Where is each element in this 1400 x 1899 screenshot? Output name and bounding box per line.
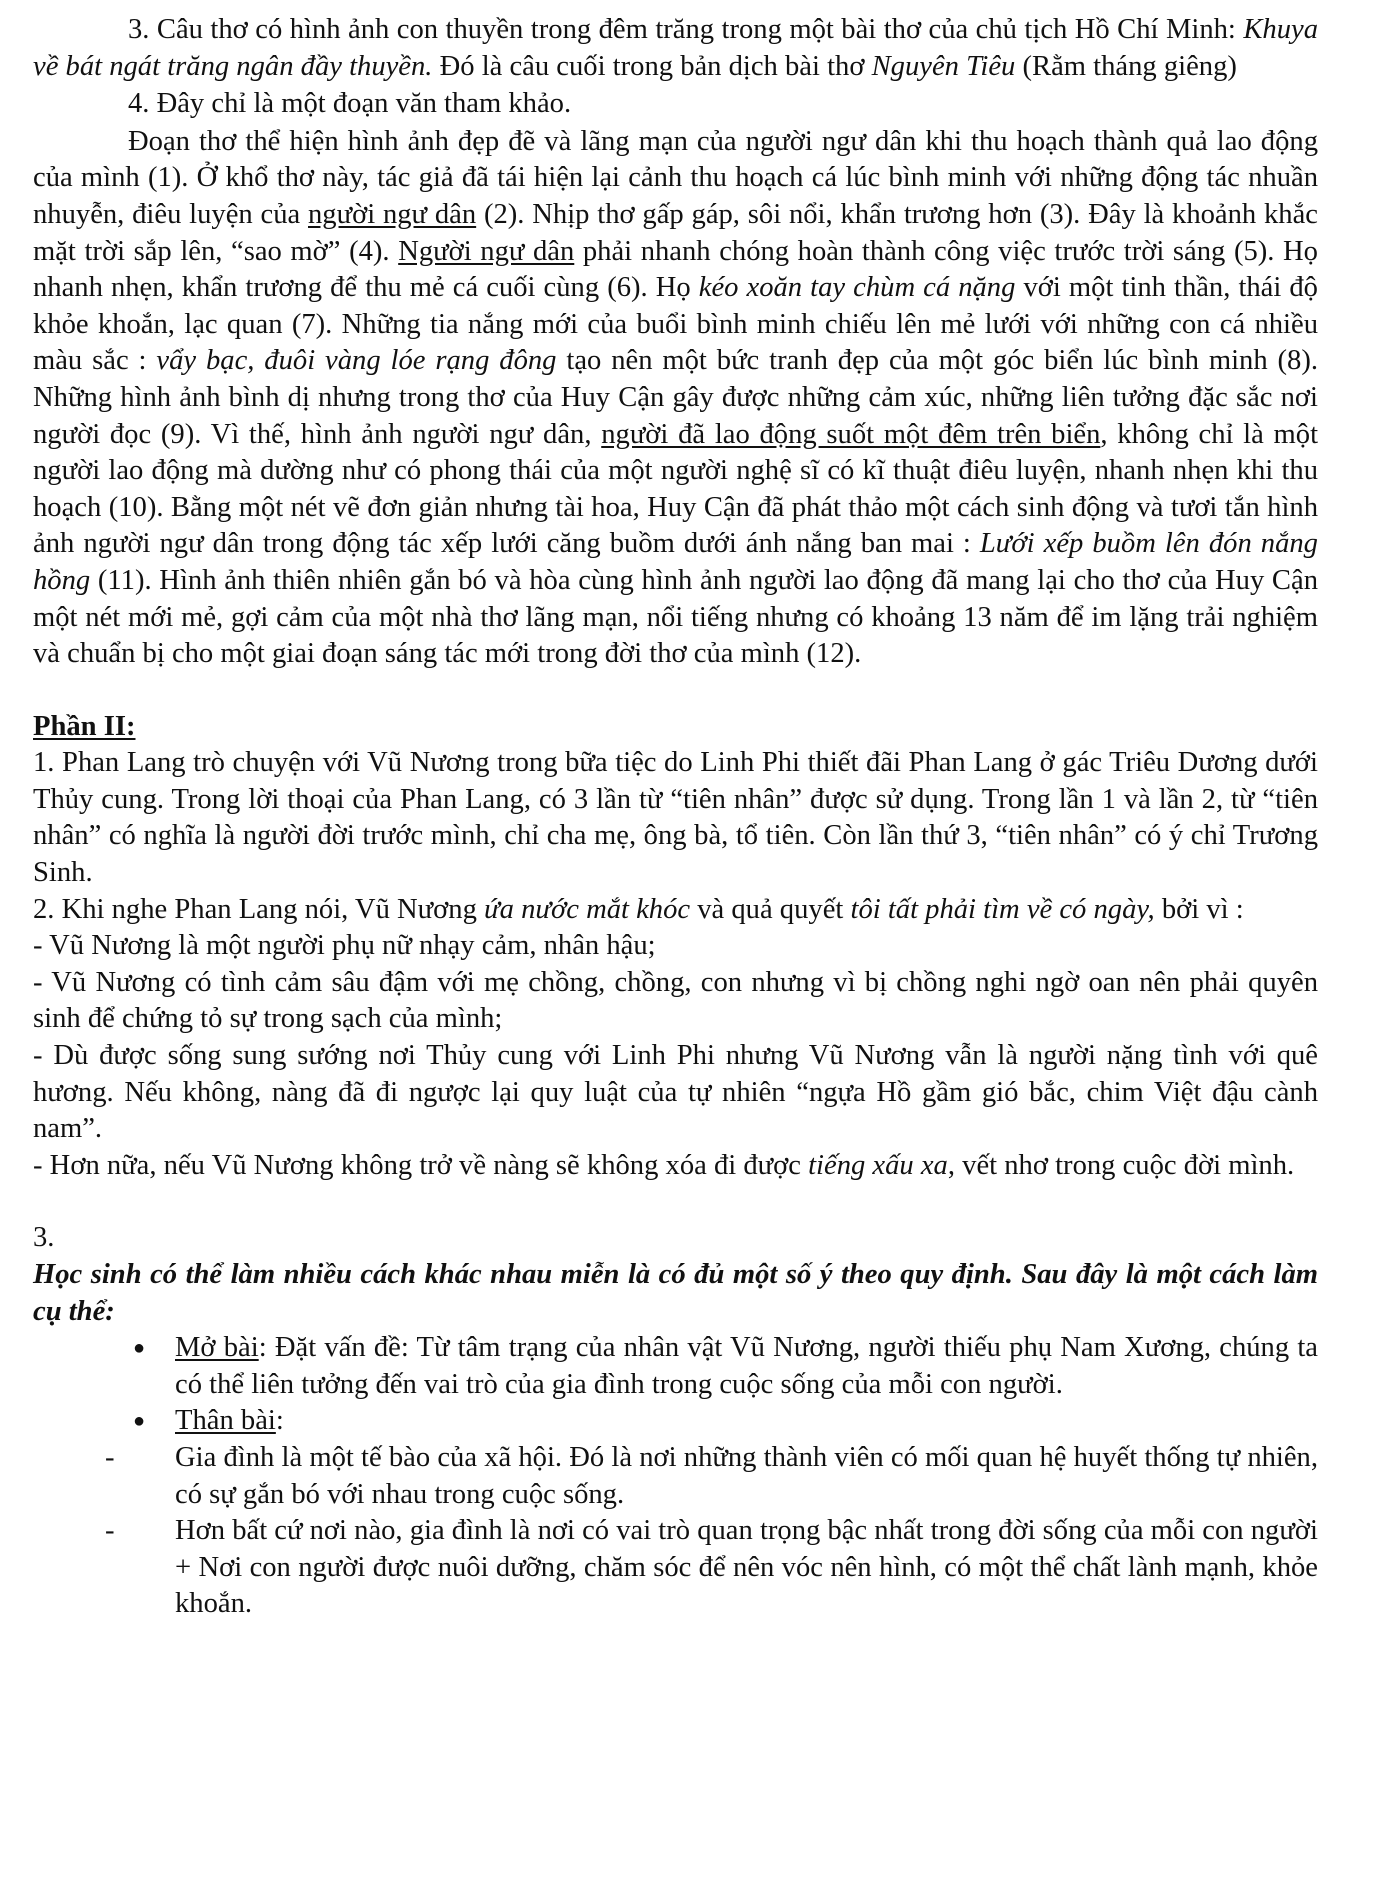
reason-item: - Vũ Nương là một người phụ nữ nhạy cảm, nhân hậu;: [33, 930, 656, 962]
body-sub-point: + Nơi con người được nuôi dưỡng, chăm sóc để nên vóc nên hình, có một thể chất lành mạnh, khỏe khoắn.: [175, 1551, 1318, 1620]
reason-item: - Vũ Nương có tình cảm sâu đậm với mẹ chồng, chồng, con nhưng vì bị chồng nghi ngờ oan nên phải quyên sinh để chứng tỏ sự trong sạch của mình;: [33, 966, 1318, 1035]
reference-paragraph: Đoạn thơ thể hiện hình ảnh đẹp đẽ và lãng mạn của người ngư dân khi thu hoạch thành quả lao động của mình (1). Ở khổ thơ này, tác giả đã tái hiện lại cảnh thu hoạch cá lúc bình minh với những động tác nhuần nhuyễn, điêu luyện của người ngư dân (2). Nhịp thơ gấp gáp, sôi nổi, khẩn trương hơn (3). Đây là khoảnh khắc mặt trời sắp lên, “sao mờ” (4). Người ngư dân phải nhanh chóng hoàn thành công việc trước trời sáng (5). Họ nhanh nhẹn, khẩn trương để thu mẻ cá cuối cùng (6). Họ kéo xoăn tay chùm cá nặng với một tinh thần, thái độ khỏe khoắn, lạc quan (7). Những tia nắng mới của buổi bình minh chiếu lên mẻ lưới với những con cá nhiều màu sắc : vẩy bạc, đuôi vàng lóe rạng đông tạo nên một bức tranh đẹp của một góc biển lúc bình minh (8). Những hình ảnh bình dị nhưng trong thơ của Huy Cận gây được những cảm xúc, những liên tưởng đặc sắc nơi người đọc (9). Vì thế, hình ảnh người ngư dân, người đã lao động suốt một đêm trên biển, không chỉ là một người lao động mà dường như có phong thái của một người nghệ sĩ có kĩ thuật điêu luyện, nhanh nhẹn khi thu hoạch (10). Bằng một nét vẽ đơn giản nhưng tài hoa, Huy Cận đã phát thảo một cách sinh động và tươi tắn hình ảnh người ngư dân trong động tác xếp lưới căng buồm dưới ánh nắng ban mai : Lưới xếp buồm lên đón nắng hồng (11). Hình ảnh thiên nhiên gắn bó và hòa cùng hình ảnh người lao động đã mang lại cho thơ của Huy Cận một nét mới mẻ, gợi cảm của một nhà thơ lãng mạn, nổi tiếng nhưng có khoảng 13 năm để im lặng trải nghiệm và chuẩn bị cho một giai đoạn sáng tác mới trong đời thơ của mình (12).: [33, 125, 1319, 670]
outline-body: ● Thân bài:: [175, 1403, 1318, 1440]
answer-item-3: 3. Câu thơ có hình ảnh con thuyền trong đêm trăng trong một bài thơ của chủ tịch Hồ Chí Minh: Khuya về bát ngát trăng ngân đầy thuyền. Đó là câu cuối trong bản dịch bài thơ Nguyên Tiêu (Rằm tháng giêng): [33, 14, 1318, 82]
poem-title: Nguyên Tiêu: [871, 50, 1016, 82]
outline-intro: ● Mở bài: Đặt vấn đề: Từ tâm trạng của nhân vật Vũ Nương, người thiếu phụ Nam Xương, chúng ta có thể liên tưởng đến vai trò của gia đình trong cuộc sống của mỗi con người.: [175, 1330, 1318, 1403]
reason-item: - Hơn nữa, nếu Vũ Nương không trở về nàng sẽ không xóa đi được tiếng xấu xa, vết nhơ trong cuộc đời mình.: [33, 1149, 1295, 1181]
part-2-question-1: 1. Phan Lang trò chuyện với Vũ Nương trong bữa tiệc do Linh Phi thiết đãi Phan Lang ở gác Triêu Dương dưới Thủy cung. Trong lời thoại của Phan Lang, có 3 lần từ “tiên nhân” được sử dụng. Trong lần 1 và lần 2, từ “tiên nhân” có nghĩa là người đời trước mình, chỉ cha mẹ, ông bà, tổ tiên. Còn lần thứ 3, “tiên nhân” có ý chỉ Trương Sinh.: [33, 747, 1318, 889]
essay-outline: [33, 1330, 1318, 1440]
reason-item: - Dù được sống sung sướng nơi Thủy cung với Linh Phi nhưng Vũ Nương vẫn là người nặng tình với quê hương. Nếu không, nàng đã đi ngược lại quy luật của tự nhiên “ngựa Hồ gầm gió bắc, chim Việt đậu cành nam”.: [33, 1040, 1318, 1145]
part-2-question-3-number: 3.: [33, 1222, 55, 1254]
poem-quote: Khuya về bát ngát trăng ngân đầy thuyền.: [33, 14, 1318, 82]
question-3-instruction: Học sinh có thể làm nhiều cách khác nhau miễn là có đủ một số ý theo quy định. Sau đây là một cách làm cụ thể:: [33, 1259, 1318, 1327]
body-point: - Gia đình là một tế bào của xã hội. Đó là nơi những thành viên có mối quan hệ huyết thống tự nhiên, có sự gắn bó với nhau trong cuộc sống.: [105, 1441, 1318, 1510]
part-2-heading: Phần II:: [33, 710, 136, 742]
body-point: - Hơn bất cứ nơi nào, gia đình là nơi có vai trò quan trọng bậc nhất trong đời sống của mỗi con người: [105, 1515, 1318, 1547]
answer-item-4: 4. Đây chỉ là một đoạn văn tham khảo.: [128, 88, 572, 120]
part-2-question-2: 2. Khi nghe Phan Lang nói, Vũ Nương ứa nước mắt khóc và quả quyết tôi tất phải tìm về có ngày, bởi vì :: [33, 893, 1244, 925]
